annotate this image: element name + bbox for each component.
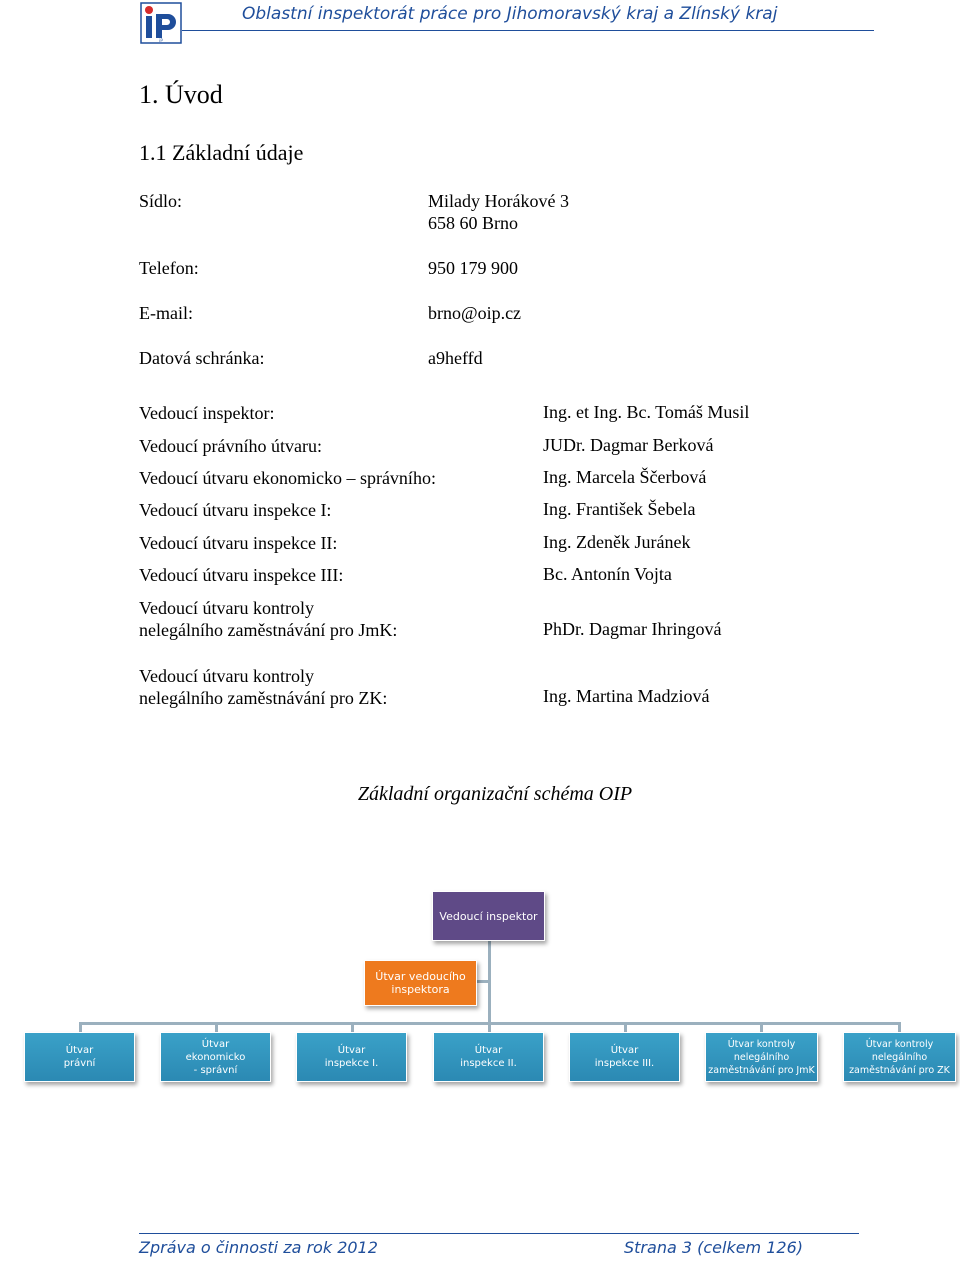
datova-label: Datová schránka: <box>139 348 265 368</box>
staff-name: Ing. Marcela Ščerbová <box>543 467 707 487</box>
org-unit-box: Útvar právní <box>24 1032 135 1082</box>
staff-role: Vedoucí útvaru inspekce II: <box>139 533 338 553</box>
connector-line <box>477 980 491 983</box>
footer-divider <box>139 1233 859 1234</box>
schema-title: Základní organizační schéma OIP <box>357 783 633 805</box>
org-middle-label: Útvar vedoucího inspektora <box>375 970 466 996</box>
org-unit-box: Útvar inspekce II. <box>433 1032 544 1082</box>
staff-name: PhDr. Dagmar Ihringová <box>543 619 722 639</box>
org-unit-box: Útvar inspekce I. <box>296 1032 407 1082</box>
sidlo-line1: Milady Horákové 3 <box>428 191 569 211</box>
org-unit-box: Útvar kontroly nelegálního zaměstnávání pro ZK <box>843 1032 956 1082</box>
footer-page-number: Strana 3 (celkem 126) <box>624 1238 803 1257</box>
section-title: 1. Úvod <box>139 80 223 109</box>
org-middle-box <box>364 960 477 1006</box>
datova-value: a9heffd <box>428 348 483 368</box>
staff-role: nelegálního zaměstnávání pro ZK: <box>139 688 388 708</box>
telefon-value: 950 179 900 <box>428 258 518 278</box>
staff-name: Ing. František Šebela <box>543 499 696 519</box>
staff-name: Ing. et Ing. Bc. Tomáš Musil <box>543 402 750 422</box>
org-top-box <box>432 891 545 941</box>
staff-role: Vedoucí útvaru inspekce I: <box>139 500 332 520</box>
org-unit-box: Útvar ekonomicko - správní <box>160 1032 271 1082</box>
staff-name: Ing. Martina Madziová <box>543 686 710 706</box>
org-unit-box: Útvar kontroly nelegálního zaměstnávání pro JmK <box>705 1032 818 1082</box>
header-title: Oblastní inspektorát práce pro Jihomoravský kraj a Zlínský kraj <box>242 4 778 24</box>
sidlo-label: Sídlo: <box>139 191 183 211</box>
staff-role: Vedoucí inspektor: <box>139 403 275 423</box>
telefon-label: Telefon: <box>139 258 199 278</box>
org-top-label: Vedoucí inspektor <box>439 909 538 923</box>
svg-text:iP: iP <box>159 38 163 43</box>
email-label: E-mail: <box>139 303 193 323</box>
sidlo-line2: 658 60 Brno <box>428 213 518 233</box>
staff-role: Vedoucí útvaru kontroly <box>139 666 314 686</box>
staff-role: nelegálního zaměstnávání pro JmK: <box>139 620 398 640</box>
staff-name: JUDr. Dagmar Berková <box>543 435 714 455</box>
staff-role: Vedoucí útvaru inspekce III: <box>139 565 344 585</box>
org-chart <box>0 880 960 1100</box>
footer-report-title: Zpráva o činnosti za rok 2012 <box>139 1238 378 1257</box>
staff-name: Ing. Zdeněk Juránek <box>543 532 691 552</box>
staff-role: Vedoucí útvaru kontroly <box>139 598 314 618</box>
org-unit-box: Útvar inspekce III. <box>569 1032 680 1082</box>
subsection-title: 1.1 Základní údaje <box>139 140 304 165</box>
header-divider <box>182 30 874 31</box>
email-value[interactable]: brno@oip.cz <box>428 303 522 323</box>
staff-name: Bc. Antonín Vojta <box>543 564 672 584</box>
staff-role: Vedoucí právního útvaru: <box>139 436 322 456</box>
staff-role: Vedoucí útvaru ekonomicko – správního: <box>139 468 436 488</box>
oip-logo <box>140 2 182 44</box>
